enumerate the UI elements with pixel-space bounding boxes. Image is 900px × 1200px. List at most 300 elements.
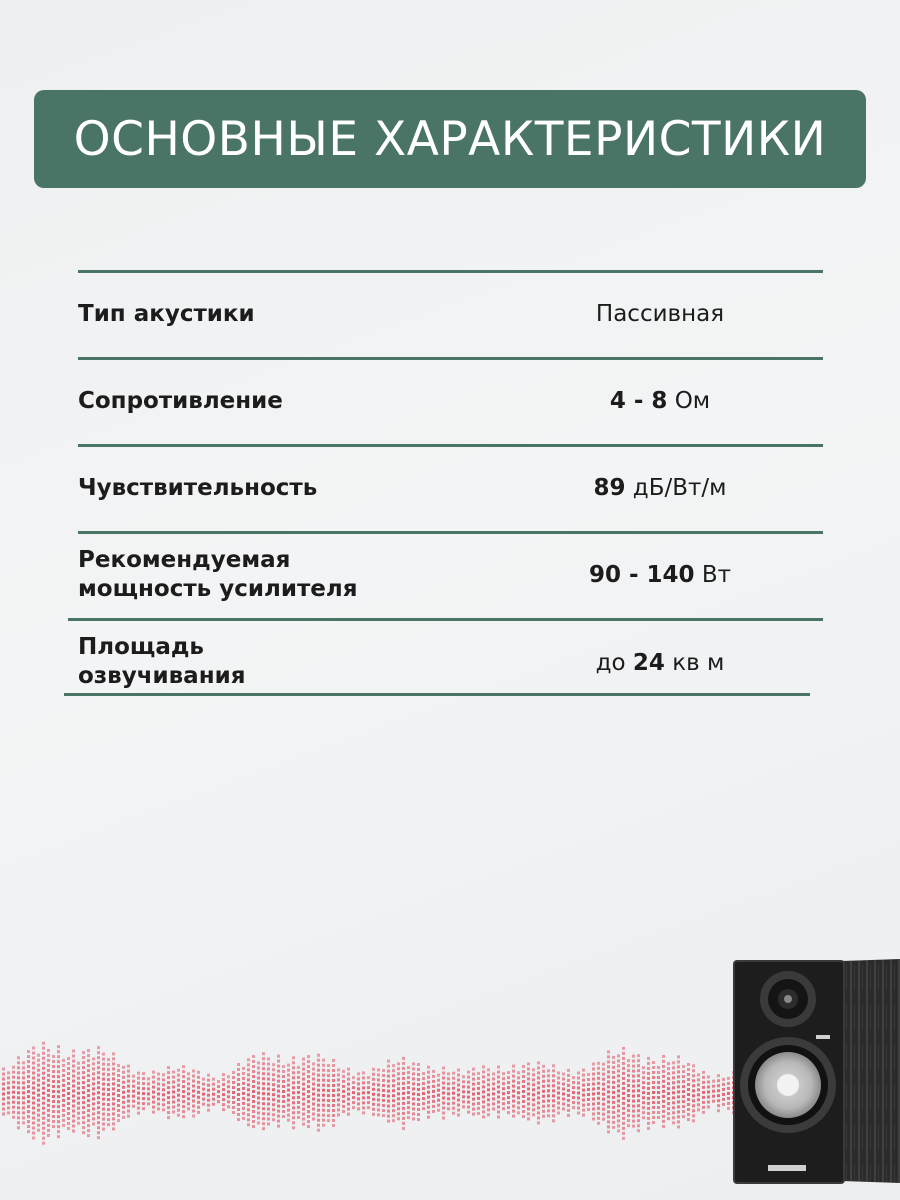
wave-dot [552,1079,555,1082]
wave-dot [262,1127,265,1130]
wave-dot [97,1061,100,1064]
wave-dot [587,1098,590,1101]
wave-dot [52,1055,55,1058]
wave-dot [382,1069,385,1072]
wave-dot [372,1103,375,1106]
wave-dot [627,1104,630,1107]
wave-dot [657,1101,660,1104]
wave-dot [2,1068,5,1071]
wave-dot [87,1124,90,1127]
wave-dot [147,1097,150,1100]
wave-dot [182,1090,185,1093]
wave-dot [662,1115,665,1118]
wave-dot [292,1116,295,1119]
wave-dot [52,1115,55,1118]
wave-dot [637,1099,640,1102]
wave-dot [367,1096,370,1099]
wave-dot [127,1070,130,1073]
wave-dot [337,1088,340,1091]
wave-dot [37,1069,40,1072]
wave-dot [327,1094,330,1097]
wave-dot [662,1090,665,1093]
wave-dot [497,1096,500,1099]
wave-dot [62,1074,65,1077]
wave-dot [582,1069,585,1072]
wave-dot [507,1071,510,1074]
wave-dot [72,1090,75,1093]
wave-dot [637,1084,640,1087]
wave-dot [32,1117,35,1120]
wave-dot [17,1121,20,1124]
wave-dot [32,1062,35,1065]
wave-dot [262,1112,265,1115]
wave-dot [412,1117,415,1120]
wave-dot [22,1101,25,1104]
wave-dot [302,1073,305,1076]
wave-dot [467,1086,470,1089]
wave-dot [477,1107,480,1110]
wave-dot [317,1094,320,1097]
wave-dot [72,1075,75,1078]
wave-dot [262,1102,265,1105]
wave-dot [37,1059,40,1062]
wave-dot [277,1115,280,1118]
wave-dot [122,1106,125,1109]
wave-dot [457,1099,460,1102]
wave-dot [197,1081,200,1084]
wave-dot [112,1117,115,1120]
wave-dot [422,1087,425,1090]
wave-dot [447,1087,450,1090]
wave-dot [97,1056,100,1059]
wave-dot [637,1114,640,1117]
wave-dot [517,1071,520,1074]
wave-dot [27,1055,30,1058]
wave-dot [262,1052,265,1055]
wave-dot [327,1079,330,1082]
wave-dot [27,1070,30,1073]
wave-dot [102,1123,105,1126]
wave-dot [457,1069,460,1072]
wave-dot [722,1083,725,1086]
wave-dot [257,1112,260,1115]
wave-dot [87,1119,90,1122]
wave-dot [482,1090,485,1093]
wave-dot [617,1109,620,1112]
wave-dot [152,1096,155,1099]
wave-dot [667,1072,670,1075]
wave-dot [232,1081,235,1084]
wave-dot [77,1087,80,1090]
wave-dot [322,1099,325,1102]
wave-dot [552,1074,555,1077]
wave-dot [387,1065,390,1068]
wave-dot [347,1083,350,1086]
wave-dot [42,1092,45,1095]
wave-dot [722,1078,725,1081]
wave-dot [87,1074,90,1077]
wave-dot [532,1088,535,1091]
wave-dot [562,1103,565,1106]
wave-dot [592,1113,595,1116]
wave-dot [557,1082,560,1085]
wave-dot [527,1087,530,1090]
wave-dot [237,1078,240,1081]
wave-dot [487,1073,490,1076]
wave-dot [27,1090,30,1093]
wave-dot [657,1066,660,1069]
wave-dot [122,1091,125,1094]
wave-dot [247,1093,250,1096]
wave-dot [77,1062,80,1065]
wave-dot [472,1083,475,1086]
wave-dot [17,1086,20,1089]
wave-dot [372,1083,375,1086]
wave-dot [637,1079,640,1082]
wave-dot [27,1080,30,1083]
wave-dot [602,1108,605,1111]
wave-dot [192,1080,195,1083]
wave-dot [97,1121,100,1124]
wave-dot [57,1065,60,1068]
wave-dot [247,1103,250,1106]
wave-dot [82,1096,85,1099]
wave-dot [637,1059,640,1062]
wave-dot [582,1079,585,1082]
wave-dot [412,1082,415,1085]
wave-dot [617,1069,620,1072]
wave-dot [267,1083,270,1086]
wave-dot [292,1091,295,1094]
wave-dot [477,1097,480,1100]
wave-dot [302,1068,305,1071]
wave-dot [27,1050,30,1053]
wave-dot [257,1087,260,1090]
wave-dot [377,1098,380,1101]
wave-dot [512,1075,515,1078]
wave-dot [557,1102,560,1105]
spec-value-impedance [560,387,760,416]
wave-dot [652,1076,655,1079]
wave-dot [697,1078,700,1081]
wave-dot [542,1065,545,1068]
wave-dot [577,1077,580,1080]
wave-dot [442,1087,445,1090]
wave-dot [477,1072,480,1075]
wave-dot [667,1082,670,1085]
wave-dot [677,1075,680,1078]
wave-dot [117,1069,120,1072]
wave-dot [522,1075,525,1078]
wave-dot [12,1111,15,1114]
wave-dot [302,1103,305,1106]
wave-dot [632,1120,635,1123]
wave-dot [202,1093,205,1096]
wave-dot [302,1098,305,1101]
wave-dot [12,1106,15,1109]
wave-dot [182,1100,185,1103]
wave-dot [697,1088,700,1091]
wave-dot [677,1100,680,1103]
wave-dot [672,1121,675,1124]
wave-dot [542,1075,545,1078]
wave-dot [262,1097,265,1100]
wave-dot [452,1072,455,1075]
wave-dot [407,1096,410,1099]
wave-dot [372,1113,375,1116]
wave-dot [587,1103,590,1106]
wave-dot [102,1063,105,1066]
wave-dot [422,1082,425,1085]
wave-dot [347,1103,350,1106]
wave-dot [617,1089,620,1092]
wave-dot [522,1105,525,1108]
wave-dot [652,1101,655,1104]
wave-dot [97,1136,100,1139]
wave-dot [527,1102,530,1105]
wave-dot [277,1075,280,1078]
wave-dot [447,1092,450,1095]
wave-dot [312,1078,315,1081]
wave-dot [302,1058,305,1061]
wave-dot [132,1100,135,1103]
wave-dot [487,1078,490,1081]
wave-dot [62,1094,65,1097]
wave-dot [7,1111,10,1114]
wave-dot [197,1091,200,1094]
wave-dot [72,1095,75,1098]
spec-value-unit: Пассивная [595,301,725,327]
wave-dot [567,1084,570,1087]
wave-dot [27,1130,30,1133]
wave-dot [102,1108,105,1111]
wave-dot [32,1047,35,1050]
wave-dot [27,1100,30,1103]
wave-dot [512,1080,515,1083]
wave-dot [102,1093,105,1096]
wave-dot [37,1054,40,1057]
wave-dot [202,1088,205,1091]
spec-value-sensitivity [560,474,760,503]
wave-dot [427,1096,430,1099]
wave-dot [607,1085,610,1088]
wave-dot [137,1107,140,1110]
wave-dot [187,1102,190,1105]
wave-dot [292,1076,295,1079]
wave-dot [547,1089,550,1092]
wave-dot [647,1062,650,1065]
wave-dot [12,1076,15,1079]
spec-label-power [78,546,357,604]
wave-dot [67,1057,70,1060]
wave-dot [32,1057,35,1060]
wave-dot [607,1090,610,1093]
wave-dot [612,1061,615,1064]
wave-dot [142,1107,145,1110]
wave-dot [327,1064,330,1067]
wave-dot [307,1065,310,1068]
wave-dot [157,1078,160,1081]
wave-dot [392,1114,395,1117]
wave-dot [197,1086,200,1089]
wave-dot [277,1055,280,1058]
wave-dot [502,1092,505,1095]
wave-dot [702,1106,705,1109]
wave-dot [557,1092,560,1095]
wave-dot [382,1094,385,1097]
wave-dot [332,1124,335,1127]
wave-dot [467,1071,470,1074]
wave-dot [602,1098,605,1101]
wave-dot [252,1115,255,1118]
wave-dot [722,1088,725,1091]
wave-dot [187,1087,190,1090]
wave-dot [592,1098,595,1101]
spec-value-unit: дБ/Вт/м [632,475,727,501]
wave-dot [677,1120,680,1123]
wave-dot [282,1075,285,1078]
wave-dot [662,1125,665,1128]
wave-dot [222,1098,225,1101]
wave-dot [522,1100,525,1103]
wave-dot [542,1090,545,1093]
wave-dot [242,1112,245,1115]
wave-dot [327,1069,330,1072]
wave-dot [427,1066,430,1069]
wave-dot [167,1106,170,1109]
wave-dot [497,1116,500,1119]
wave-dot [417,1118,420,1121]
wave-dot [317,1129,320,1132]
wave-dot [112,1062,115,1065]
wave-dot [347,1108,350,1111]
wave-dot [477,1112,480,1115]
wave-dot [162,1088,165,1091]
wave-dot [407,1066,410,1069]
wave-dot [7,1086,10,1089]
wave-dot [357,1082,360,1085]
wave-dot [52,1095,55,1098]
wave-dot [647,1087,650,1090]
wave-dot [422,1092,425,1095]
wave-dot [432,1075,435,1078]
table-divider [78,444,823,447]
wave-dot [487,1068,490,1071]
wave-dot [272,1073,275,1076]
wave-dot [512,1090,515,1093]
wave-dot [427,1081,430,1084]
wave-dot [362,1076,365,1079]
wave-dot [107,1093,110,1096]
wave-dot [607,1125,610,1128]
spec-value-unit: кв м [672,650,725,676]
wave-dot [152,1091,155,1094]
wave-dot [87,1064,90,1067]
wave-dot [437,1074,440,1077]
wave-dot [332,1109,335,1112]
wave-dot [317,1099,320,1102]
wave-dot [262,1067,265,1070]
wave-dot [142,1102,145,1105]
wave-dot [297,1096,300,1099]
wave-dot [122,1096,125,1099]
wave-dot [282,1070,285,1073]
wave-dot [2,1103,5,1106]
wave-dot [717,1094,720,1097]
wave-dot [387,1085,390,1088]
wave-dot [307,1090,310,1093]
wave-dot [527,1092,530,1095]
wave-dot [122,1101,125,1104]
wave-dot [27,1125,30,1128]
wave-dot [502,1102,505,1105]
wave-dot [232,1086,235,1089]
wave-dot [272,1103,275,1106]
wave-dot [92,1067,95,1070]
wave-dot [352,1076,355,1079]
wave-dot [222,1073,225,1076]
wave-dot [397,1082,400,1085]
wave-dot [302,1108,305,1111]
wave-dot [197,1076,200,1079]
wave-dot [437,1094,440,1097]
wave-dot [577,1072,580,1075]
wave-dot [567,1089,570,1092]
wave-dot [277,1095,280,1098]
wave-dot [57,1080,60,1083]
wave-dot [32,1137,35,1140]
wave-dot [462,1075,465,1078]
wave-dot [17,1076,20,1079]
wave-dot [187,1097,190,1100]
page-title: ОСНОВНЫЕ ХАРАКТЕРИСТИКИ [73,111,827,167]
wave-dot [317,1089,320,1092]
wave-dot [602,1083,605,1086]
wave-dot [82,1101,85,1104]
wave-dot [247,1098,250,1101]
wave-dot [107,1123,110,1126]
wave-dot [37,1129,40,1132]
wave-dot [232,1111,235,1114]
wave-dot [52,1120,55,1123]
wave-dot [267,1113,270,1116]
wave-dot [102,1103,105,1106]
wave-dot [52,1110,55,1113]
wave-dot [52,1090,55,1093]
wave-dot [27,1110,30,1113]
wave-dot [642,1096,645,1099]
wave-dot [57,1075,60,1078]
wave-dot [642,1081,645,1084]
wave-dot [492,1072,495,1075]
wave-dot [367,1081,370,1084]
wave-dot [437,1084,440,1087]
wave-dot [547,1074,550,1077]
wave-dot [47,1109,50,1112]
wave-dot [332,1089,335,1092]
wave-dot [717,1084,720,1087]
wave-dot [627,1084,630,1087]
wave-dot [282,1085,285,1088]
wave-dot [72,1105,75,1108]
wave-dot [667,1092,670,1095]
wave-dot [687,1083,690,1086]
wave-dot [552,1119,555,1122]
wave-dot [162,1108,165,1111]
wave-dot [617,1119,620,1122]
wave-dot [567,1104,570,1107]
wave-dot [297,1091,300,1094]
